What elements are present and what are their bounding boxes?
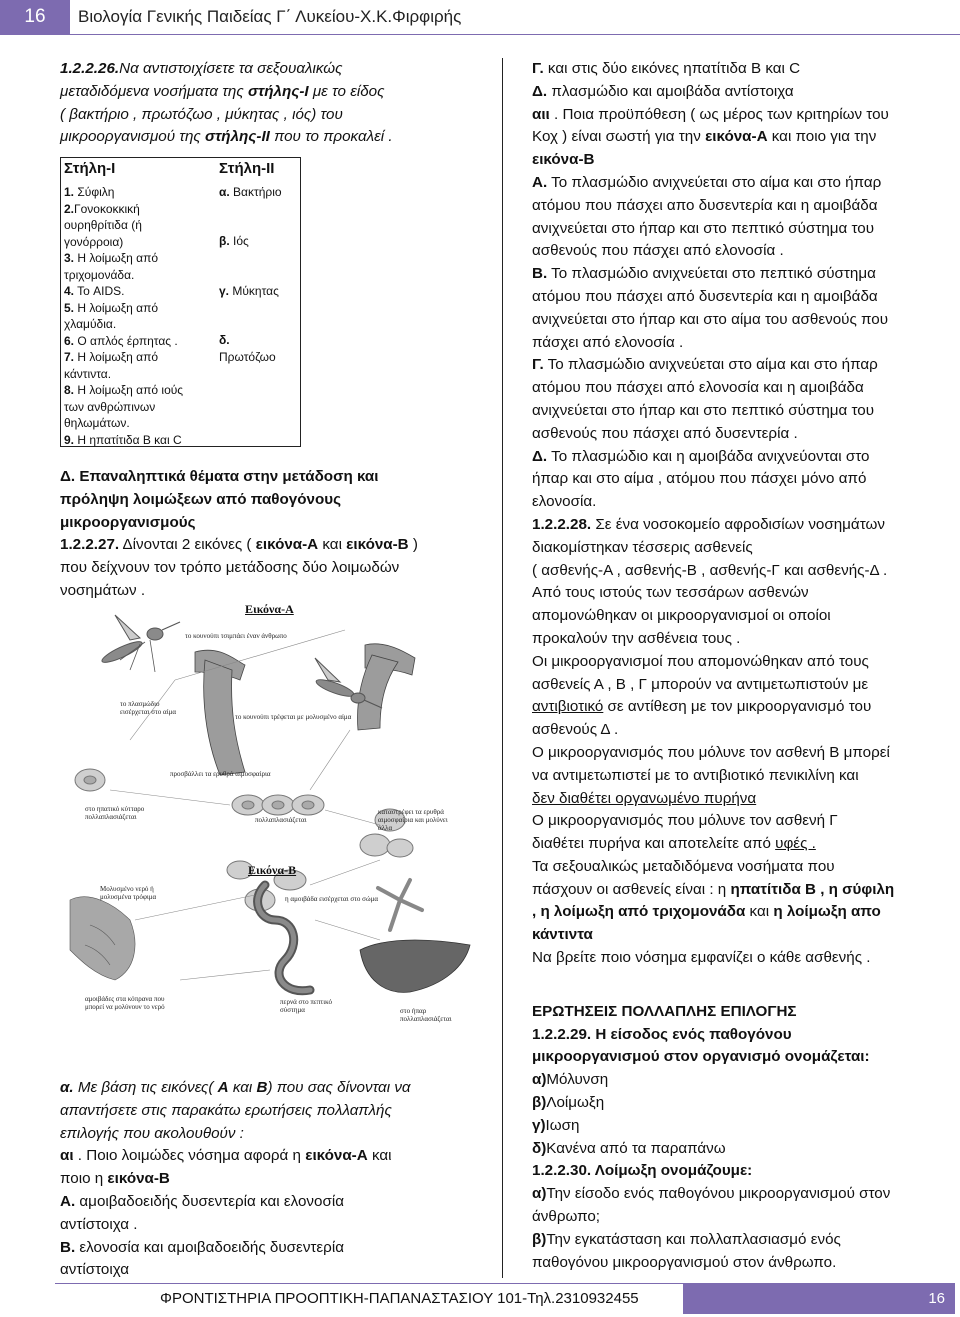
match-col2-item bbox=[219, 283, 279, 300]
match-item-number: 6. bbox=[64, 333, 75, 348]
match-item-text: Η λοίμωξη από bbox=[74, 350, 159, 364]
caption-destroys-rbc: καταστρέφει τα ερυθρά αιμοσφαίρια και μολύνει άλλα bbox=[378, 808, 448, 832]
alpha-text1: Με βάση τις εικόνες( bbox=[73, 1079, 218, 1096]
q30-a-label: α) bbox=[532, 1185, 547, 1203]
q28-15a: διαθέτει πυρήνα και αποτελείτε από bbox=[532, 835, 776, 853]
match-col1-line bbox=[64, 333, 194, 350]
match-item-text: Η λοίμωξη από bbox=[74, 300, 159, 315]
choice-a-3: ανιχνεύεται στο ήπαρ και στο πεπτικό σύστημα του bbox=[532, 219, 875, 237]
page-header bbox=[0, 0, 960, 34]
q27-number: 1.2.2.27. bbox=[60, 536, 120, 554]
choice-d-3: ελονοσία. bbox=[532, 493, 597, 511]
choice-a-label: Α. bbox=[532, 173, 548, 191]
match-item-text: ουρηθρίτιδα (ή bbox=[64, 218, 142, 232]
match-col1-line bbox=[64, 217, 194, 234]
column-divider bbox=[502, 58, 503, 1278]
alpha-line2: απαντήσετε στις παρακάτω ερωτήσεις πολλαπλής bbox=[60, 1101, 392, 1119]
match-col2-header: Στήλη-ΙΙ bbox=[219, 160, 275, 177]
ai-and: και bbox=[367, 1147, 392, 1165]
contaminated-food-icon bbox=[70, 897, 135, 980]
match-item-text: Σύφιλη bbox=[74, 185, 115, 199]
alpha-label: α. bbox=[60, 1079, 74, 1096]
q28-12: να αντιμετωπιστεί με το αντιβιοτικό πενικιλίνη και bbox=[532, 766, 859, 784]
optB-label: Β. bbox=[60, 1238, 76, 1256]
optD-text: πλασμώδιο και αμοιβάδα αντίστοιχα bbox=[547, 82, 794, 100]
aii-figA: εικόνα-Α bbox=[705, 128, 768, 146]
caption-contaminated-water: Μολυσμένο νερό ή μολυσμένα τρόφιμα bbox=[100, 885, 157, 901]
q27-c: ) bbox=[408, 536, 418, 554]
match-col2-item bbox=[219, 184, 282, 201]
q28-9b: σε αντίθεση με τον μικροοργανισμό του bbox=[603, 698, 872, 716]
match-col2-item bbox=[219, 332, 230, 349]
q28-6: προκαλούν την ασθένεια τους . bbox=[532, 629, 741, 647]
q28-7: Οι μικροοργανισμοί που απομονώθηκαν από τους bbox=[532, 652, 869, 670]
choice-b-3: ανιχνεύεται στο ήπαρ και στο αίμα του ασθενούς που bbox=[532, 310, 889, 328]
match-item-text: Ο απλός έρπητας . bbox=[74, 333, 178, 348]
match-item-text: τριχομονάδα. bbox=[64, 267, 135, 282]
q26-line4: μικροοργανισμού της bbox=[60, 128, 206, 146]
caption-liver-multiplies: στο ηπατικό κύτταρο πολλαπλασιάζεται bbox=[85, 805, 145, 821]
q29-c-label: γ) bbox=[532, 1116, 546, 1134]
match-col2-item bbox=[219, 233, 249, 250]
alpha-and: και bbox=[228, 1079, 257, 1096]
caption-feces-water: αμοιβάδες στα κόπρανα που μπορεί να μολύνουν το νερό bbox=[85, 995, 165, 1011]
choice-c-4: ασθενούς που πάσχει από δυσεντερία . bbox=[532, 424, 798, 442]
q28-17b: ηπατίτιδα Β , η σύφιλη bbox=[730, 880, 895, 898]
caption-mosquito-feeds: το κουνούπι τρέφεται με μολυσμένο αίμα bbox=[235, 713, 352, 721]
aii-figB: εικόνα-Β bbox=[532, 151, 595, 169]
choice-b-1: Το πλασμώδιο ανιχνεύεται στο πεπτικό σύστημα bbox=[547, 265, 876, 283]
section-d-title-3: μικροοργανισμούς bbox=[60, 513, 196, 531]
match-col1-line bbox=[64, 399, 194, 416]
match-col1-line bbox=[64, 300, 194, 317]
aii-line2a: Κοχ ) είναι σωστή για την bbox=[532, 128, 706, 146]
ai-figB: εικόνα-Β bbox=[107, 1170, 170, 1188]
match-option-text: Μύκητας bbox=[229, 284, 279, 298]
vein-icon bbox=[378, 880, 422, 930]
match-col1-line bbox=[64, 349, 194, 366]
q27-a: Δίνονται 2 εικόνες ( bbox=[119, 536, 256, 554]
q28-4: Από τους ιστούς των τεσσάρων ασθενών bbox=[532, 584, 809, 602]
q27-b: και bbox=[318, 536, 347, 554]
q28-16: Τα σεξουαλικώς μεταδιδόμενα νοσήματα που bbox=[532, 857, 835, 875]
q28-9-underlined: αντιβιοτικό bbox=[532, 698, 604, 716]
choice-d-label: Δ. bbox=[532, 447, 548, 465]
q28-1: Σε ένα νοσοκομείο αφροδισίων νοσημάτων bbox=[591, 515, 885, 533]
q30-title: 1.2.2.30. Λοίμωξη ονομάζουμε: bbox=[532, 1162, 753, 1180]
q27-line2: που δείχνουν τον τρόπο μετάδοσης δύο λοιμωδών bbox=[60, 559, 400, 577]
q26-line4b: που το προκαλεί . bbox=[269, 128, 393, 146]
match-col1-line bbox=[64, 432, 194, 449]
optB-text: ελονοσία και αμοιβαδοειδής δυσεντερία bbox=[75, 1238, 344, 1256]
ai-line2: ποιο η bbox=[60, 1170, 108, 1188]
caption-amoeba-enters: η αμοιβάδα εισέρχεται στο σώμα bbox=[285, 895, 378, 903]
choice-d-2: ήπαρ και στο αίμα , ατόμου που πάσχει μόνο από bbox=[532, 470, 867, 488]
choice-c-label: Γ. bbox=[532, 356, 544, 374]
match-item-number: 4. bbox=[64, 284, 75, 298]
choice-d-1: Το πλασμώδιο και η αμοιβάδα ανιχνεύονται στο bbox=[547, 447, 870, 465]
match-item-number: 9. bbox=[64, 432, 75, 447]
q28-3: ( ασθενής-Α , ασθενής-Β , ασθενής-Γ και ασθενής-Δ . bbox=[532, 561, 888, 579]
q30-b-label: β) bbox=[532, 1230, 547, 1248]
q26-line1: Να αντιστοιχίσετε τα σεξουαλικώς bbox=[119, 60, 343, 77]
question-27-part-a bbox=[60, 1077, 480, 1282]
figure-a-label: Εικόνα-Α bbox=[245, 602, 294, 616]
match-item-text: χλαμύδια. bbox=[64, 317, 117, 331]
q28-17a: πάσχουν οι ασθενείς είναι : η bbox=[532, 880, 731, 898]
q29-c: Ιωση bbox=[545, 1116, 580, 1134]
match-col1-line bbox=[64, 316, 194, 333]
q28-18b: , η λοίμωξη από τριχομονάδα bbox=[532, 903, 746, 921]
optA-text: αμοιβαδοειδής δυσεντερία και ελονοσία bbox=[75, 1192, 344, 1210]
match-option-letter: β. bbox=[219, 234, 230, 248]
liver-icon bbox=[360, 940, 470, 992]
q28-5: απομονώθηκαν οι μικροοργανισμοί οι οποίοι bbox=[532, 607, 831, 625]
match-item-text: κάντιντα. bbox=[64, 366, 112, 381]
match-item-text: Η λοίμωξη από bbox=[74, 251, 159, 265]
mosquito-icon bbox=[100, 615, 180, 672]
caption-liver: στο ήπαρ πολλαπλασιάζεται bbox=[400, 1007, 452, 1023]
match-option-text: Βακτήριο bbox=[229, 185, 282, 199]
choice-a-2: ατόμου που πάσχει απο δυσεντερία και η αμοιβάδα bbox=[532, 196, 878, 214]
choice-a-1: Το πλασμώδιο ανιχνεύεται στο αίμα και στο ήπαρ bbox=[547, 173, 882, 191]
match-col1-line bbox=[64, 234, 194, 251]
match-col1 bbox=[64, 184, 194, 448]
optB-line2: αντίστοιχα bbox=[60, 1261, 130, 1279]
ai-figA: εικόνα-Α bbox=[305, 1147, 368, 1165]
q27-figB: εικόνα-Β bbox=[346, 536, 409, 554]
match-item-number: 1. bbox=[64, 185, 75, 199]
match-col1-line bbox=[64, 201, 194, 218]
q29-2: μικροοργανισμού στον οργανισμό ονομάζεται: bbox=[532, 1048, 870, 1066]
q28-18c: η λοίμωξη απο bbox=[773, 903, 881, 921]
q26-line2b: με το είδος bbox=[308, 82, 385, 100]
match-col1-line bbox=[64, 267, 194, 284]
q29-d-label: δ) bbox=[532, 1139, 547, 1157]
question-26 bbox=[60, 58, 480, 149]
match-option-text: Ιός bbox=[229, 234, 249, 248]
right-column bbox=[532, 58, 952, 1274]
alpha-A: Α bbox=[217, 1079, 229, 1096]
match-col1-line bbox=[64, 184, 194, 201]
optA-label: Α. bbox=[60, 1192, 76, 1210]
q29-1: 1.2.2.29. Η είσοδος ενός παθογόνου bbox=[532, 1025, 792, 1043]
caption-infects-rbc: προσβάλλει τα ερυθρά αιμοσφαίρια bbox=[170, 770, 271, 778]
match-table bbox=[60, 157, 301, 447]
header-title: Βιολογία Γενικής Παιδείας Γ΄ Λυκείου-Χ.Κ.Φιρφιρής bbox=[78, 7, 462, 26]
aii-text: . Ποια προϋπόθεση ( ως μέρος των κριτηρίων του bbox=[549, 105, 889, 123]
match-col2-item bbox=[219, 349, 276, 366]
q28-14: Ο μικροοργανισμός που μόλυνε τον ασθενή Γ bbox=[532, 812, 838, 830]
footer-page-number: 16 bbox=[683, 1284, 955, 1314]
match-item-text: θηλωμάτων. bbox=[64, 416, 130, 430]
q26-stili2: στήλης-ΙΙ bbox=[205, 128, 270, 146]
q26-number: 1.2.2.26. bbox=[60, 60, 120, 77]
q26-line2: μεταδιδόμενα νοσήματα της bbox=[60, 82, 248, 100]
q29-a: Μόλυνση bbox=[546, 1071, 609, 1089]
q26-stili1: στήλης-Ι bbox=[247, 82, 309, 100]
match-option-letter: δ. bbox=[219, 333, 230, 347]
q28-11: Ο μικροοργανισμός που μόλυνε τον ασθενή Β μπορεί bbox=[532, 743, 890, 761]
optD-label: Δ. bbox=[532, 82, 548, 100]
transmission-figure bbox=[60, 600, 480, 1030]
match-col1-line bbox=[64, 382, 194, 399]
match-col1-line bbox=[64, 250, 194, 267]
match-option-text: Πρωτόζωο bbox=[219, 350, 276, 364]
choice-c-3: ανιχνεύεται στο ήπαρ και στο πεπτικό σύστημα του bbox=[532, 401, 875, 419]
q28-20: Να βρείτε ποιο νόσημα εμφανίζει ο κάθε ασθενής . bbox=[532, 949, 871, 967]
caption-digestive: περνά στο πεπτικό σύστημα bbox=[280, 998, 332, 1014]
header-rule bbox=[0, 34, 960, 35]
q29-a-label: α) bbox=[532, 1071, 547, 1089]
alpha-B: Β bbox=[256, 1079, 268, 1096]
match-item-text: γονόρροια) bbox=[64, 234, 124, 249]
match-col1-line bbox=[64, 283, 194, 300]
match-item-text: Η ηπατίτιδα Β και C bbox=[74, 432, 182, 447]
match-item-number: 3. bbox=[64, 251, 75, 265]
section-d-title-2: πρόληψη λοιμώξεων από παθογόνους bbox=[60, 490, 341, 508]
choice-c-1: Το πλασμώδιο ανιχνεύεται στο αίμα και στο ήπαρ bbox=[543, 356, 878, 374]
aii-line2b: και ποιο για την bbox=[767, 128, 877, 146]
header-page-number: 16 bbox=[0, 0, 70, 34]
match-option-letter: α. bbox=[219, 185, 230, 199]
caption-plasmodium-blood: το πλασμώδιο εισέρχεται στο αίμα bbox=[120, 700, 176, 716]
section-d bbox=[60, 466, 480, 603]
optA-line2: αντίστοιχα . bbox=[60, 1215, 138, 1233]
match-item-number: 7. bbox=[64, 350, 75, 364]
match-option-letter: γ. bbox=[219, 284, 230, 298]
mc-heading: ΕΡΩΤΗΣΕΙΣ ΠΟΛΛΑΠΛΗΣ ΕΠΙΛΟΓΗΣ bbox=[532, 1002, 797, 1020]
q30-a2: άνθρωπο; bbox=[532, 1208, 601, 1226]
q28-2: διακομίστηκαν τέσσερις ασθενείς bbox=[532, 538, 753, 556]
q28-number: 1.2.2.28. bbox=[532, 515, 592, 533]
q29-b: Λοίμωξη bbox=[546, 1094, 605, 1112]
q28-19: κάντιντα bbox=[532, 926, 593, 944]
ai-text: . Ποιο λοιμώδες νόσημα αφορά η bbox=[73, 1147, 306, 1165]
aii-label: αιι bbox=[532, 105, 550, 123]
match-item-text: Το AIDS. bbox=[74, 284, 125, 298]
optC-text: και στις δύο εικόνες ηπατίτιδα Β και C bbox=[543, 60, 801, 77]
q28-18a: και bbox=[745, 903, 774, 921]
q29-d: Κανένα από τα παραπάνω bbox=[546, 1139, 726, 1157]
section-d-title-1: Δ. Επαναληπτικά θέματα στην μετάδοση και bbox=[60, 468, 379, 485]
figure-b-label: Εικόνα-Β bbox=[248, 863, 297, 877]
footer-text: ΦΡΟΝΤΙΣΤΗΡΙΑ ΠΡΟΟΠΤΙΚΗ-ΠΑΠΑΝΑΣΤΑΣΙΟΥ 101-Τηλ.2310932455 bbox=[160, 1290, 639, 1307]
q26-line3: ( βακτήριο , πρωτόζωο , μύκητας , ιός) του bbox=[60, 105, 343, 123]
caption-multiplies: πολλαπλασιάζεται bbox=[255, 816, 307, 824]
q28-15-underlined: υφές . bbox=[775, 835, 816, 853]
choice-b-4: πάσχει από ελονοσία . bbox=[532, 333, 684, 351]
alpha-text2: ) που σας δίνονται να bbox=[267, 1079, 411, 1096]
q30-b2: παθογόνου μικροοργανισμού στον άνθρωπο. bbox=[532, 1253, 837, 1271]
q28-8: ασθενείς Α , Β , Γ μπορούν να αντιμετωπιστούν με bbox=[532, 675, 869, 693]
choice-b-label: Β. bbox=[532, 265, 548, 283]
match-item-number: 8. bbox=[64, 383, 75, 397]
match-item-text: Γονοκοκκική bbox=[74, 201, 140, 216]
match-item-number: 2. bbox=[64, 201, 75, 216]
q30-a1: Την είσοδο ενός παθογόνου μικροοργανισμού στον bbox=[546, 1185, 891, 1203]
q27-figA: εικόνα-Α bbox=[255, 536, 319, 554]
q29-b-label: β) bbox=[532, 1094, 547, 1112]
ai-label: αι bbox=[60, 1147, 74, 1165]
match-col1-line bbox=[64, 415, 194, 432]
choice-c-2: ατόμου που πάσχει από ελονοσία και η αμοιβάδα bbox=[532, 379, 864, 397]
optC-label: Γ. bbox=[532, 60, 544, 77]
page-footer bbox=[0, 1284, 960, 1314]
alpha-line3: επιλογής που ακολουθούν : bbox=[60, 1124, 244, 1142]
q28-10: ασθενούς Δ . bbox=[532, 721, 619, 739]
caption-mosquito-bites: το κουνούπι τσιμπάει έναν άνθρωπο bbox=[185, 632, 287, 640]
match-item-text: των ανθρώπινων bbox=[64, 399, 156, 414]
match-item-text: Η λοίμωξη από ιούς bbox=[74, 383, 184, 397]
choice-a-4: ασθενούς που πάσχει από ελονοσία . bbox=[532, 242, 784, 260]
match-item-number: 5. bbox=[64, 300, 75, 315]
choice-b-2: ατόμου που πάσχει από δυσεντερία και η αμοιβάδα bbox=[532, 287, 878, 305]
match-col1-line bbox=[64, 366, 194, 383]
q28-13-underlined: δεν διαθέτει οργανωμένο πυρήνα bbox=[532, 789, 757, 807]
q27-line3: νοσημάτων . bbox=[60, 581, 146, 599]
match-col1-header: Στήλη-Ι bbox=[64, 160, 116, 177]
q30-b1: Την εγκατάσταση και πολλαπλασιασμό ενός bbox=[546, 1230, 841, 1248]
